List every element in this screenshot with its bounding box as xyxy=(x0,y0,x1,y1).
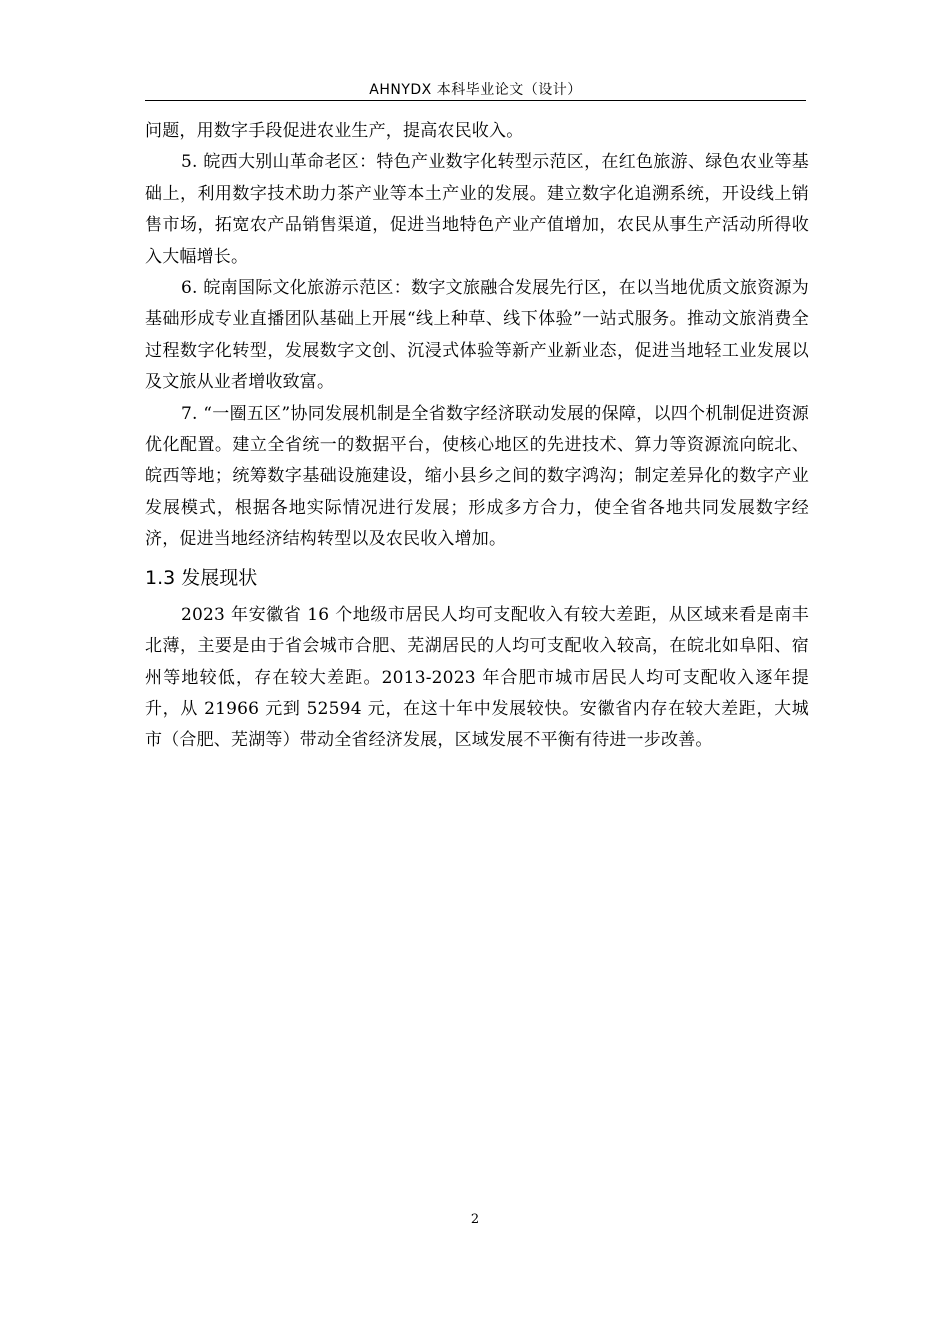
section-heading: 1.3 发展现状 xyxy=(145,566,258,589)
header-rule xyxy=(145,100,806,101)
paragraph-item-7: 7. “一圈五区”协同发展机制是全省数字经济联动发展的保障，以四个机制促进资源优化配置。建立全省统一的数据平台，使核心地区的先进技术、算力等资源流向皖北、皖西等地；统筹数字基础设施建设，缩小县乡之间的数字鸿沟；制定差异化的数字产业发展模式，根据各地实际情况进行发展；形成多方合力，使全省各地共同发展数字经济，促进当地经济结构转型以及农民收入增加。 xyxy=(145,403,809,550)
paragraph-item-6: 6. 皖南国际文化旅游示范区：数字文旅融合发展先行区，在以当地优质文旅资源为基础形成专业直播团队基础上开展“线上种草、线下体验”一站式服务。推动文旅消费全过程数字化转型，发展数字文创、沉浸式体验等新产业新业态，促进当地轻工业发展以及文旅从业者增收致富。 xyxy=(145,278,809,393)
body-text xyxy=(145,116,809,757)
paragraph-continuation: 问题，用数字手段促进农业生产，提高农民收入。 xyxy=(145,121,524,141)
running-header: AHNYDX 本科毕业论文（设计） xyxy=(369,82,582,98)
page-number: 2 xyxy=(470,1212,480,1227)
paragraph-item-5: 5. 皖西大别山革命老区：特色产业数字化转型示范区，在红色旅游、绿色农业等基础上，利用数字技术助力茶产业等本土产业的发展。建立数字化追溯系统，开设线上销售市场，拓宽农产品销售渠道，促进当地特色产业产值增加，农民从事生产活动所得收入大幅增长。 xyxy=(145,152,809,267)
section-paragraph: 2023 年安徽省 16 个地级市居民人均可支配收入有较大差距，从区域来看是南丰北薄，主要是由于省会城市合肥、芜湖居民的人均可支配收入较高，在皖北如阜阳、宿州等地较低，存在较大差距。2013-2023 年合肥市城市居民人均可支配收入逐年提升，从 21966 元到 52594 元，在这十年中发展较快。安徽省内存在较大差距，大城市（合肥、芜湖等）带动全省经济发展，区域发展不平衡有待进一步改善。 xyxy=(145,604,809,751)
